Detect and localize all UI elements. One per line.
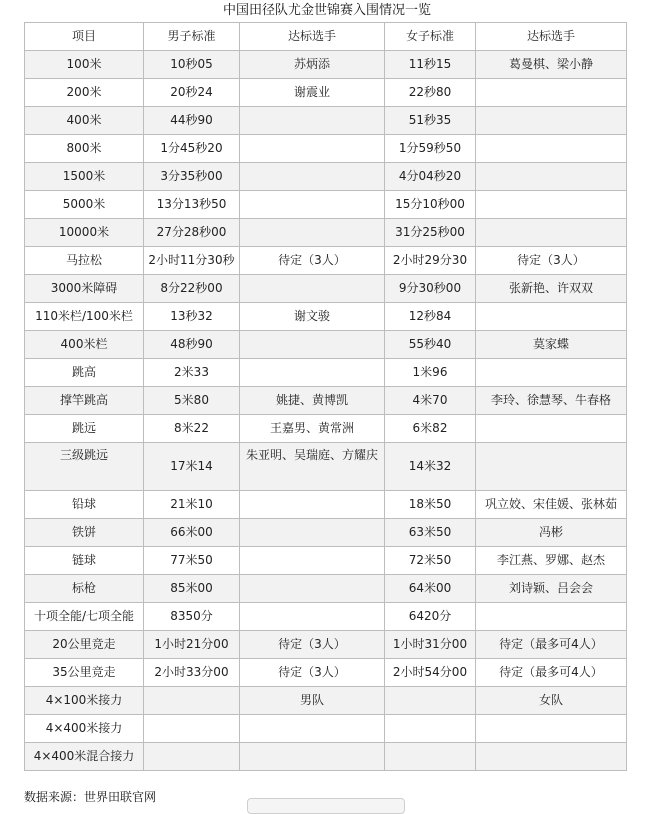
cell-men-qualified: 王嘉男、黄常洲 [240, 415, 385, 443]
cell-women-standard: 15分10秒00 [385, 191, 476, 219]
cell-women-standard [385, 743, 476, 771]
table-row [25, 443, 627, 491]
cell-men-standard: 77米50 [144, 547, 240, 575]
cell-women-standard: 11秒15 [385, 51, 476, 79]
cell-women-qualified: 李玲、徐慧琴、牛春格 [476, 387, 627, 415]
cell-event: 400米 [25, 107, 144, 135]
cell-men-qualified [240, 603, 385, 631]
table-row [25, 491, 627, 519]
cell-women-qualified [476, 163, 627, 191]
cell-women-qualified [476, 743, 627, 771]
table-row [25, 107, 627, 135]
cell-women-qualified: 葛曼棋、梁小静 [476, 51, 627, 79]
cell-women-qualified [476, 715, 627, 743]
cell-women-qualified: 刘诗颖、吕会会 [476, 575, 627, 603]
cell-event: 100米 [25, 51, 144, 79]
cell-men-standard: 48秒90 [144, 331, 240, 359]
cell-men-qualified [240, 547, 385, 575]
cell-men-standard: 1分45秒20 [144, 135, 240, 163]
cell-women-qualified: 待定（3人） [476, 247, 627, 275]
table-row [25, 743, 627, 771]
cell-women-qualified: 待定（最多可4人） [476, 659, 627, 687]
cell-event: 800米 [25, 135, 144, 163]
cell-men-standard: 21米10 [144, 491, 240, 519]
cell-men-standard [144, 715, 240, 743]
cell-men-standard: 20秒24 [144, 79, 240, 107]
table-header-row [25, 23, 627, 51]
cell-event: 4×400米混合接力 [25, 743, 144, 771]
cell-event: 4×400米接力 [25, 715, 144, 743]
cell-men-qualified: 待定（3人） [240, 631, 385, 659]
table-row [25, 303, 627, 331]
table-row [25, 687, 627, 715]
cell-women-qualified: 待定（最多可4人） [476, 631, 627, 659]
cell-event: 标枪 [25, 575, 144, 603]
cell-event: 3000米障碍 [25, 275, 144, 303]
cell-event: 1500米 [25, 163, 144, 191]
table-row [25, 163, 627, 191]
cell-women-qualified: 冯彬 [476, 519, 627, 547]
cell-women-qualified [476, 135, 627, 163]
cell-men-standard: 66米00 [144, 519, 240, 547]
cell-event: 链球 [25, 547, 144, 575]
header-men-standard: 男子标准 [144, 23, 240, 51]
cell-men-qualified [240, 575, 385, 603]
table-row [25, 135, 627, 163]
cell-women-qualified [476, 79, 627, 107]
cell-women-standard: 64米00 [385, 575, 476, 603]
cell-men-qualified: 男队 [240, 687, 385, 715]
cell-women-standard: 1小时31分00 [385, 631, 476, 659]
cell-event: 马拉松 [25, 247, 144, 275]
cell-men-qualified: 待定（3人） [240, 247, 385, 275]
cell-event: 十项全能/七项全能 [25, 603, 144, 631]
cell-men-standard: 44秒90 [144, 107, 240, 135]
table-row [25, 631, 627, 659]
cell-women-qualified: 女队 [476, 687, 627, 715]
qualification-table [24, 22, 627, 771]
cell-women-qualified: 张新艳、许双双 [476, 275, 627, 303]
cell-women-qualified [476, 191, 627, 219]
cell-men-standard: 10秒05 [144, 51, 240, 79]
table-row [25, 603, 627, 631]
cell-men-standard: 2小时11分30秒 [144, 247, 240, 275]
cell-event: 35公里竞走 [25, 659, 144, 687]
cell-women-standard: 12秒84 [385, 303, 476, 331]
cell-women-qualified [476, 415, 627, 443]
cell-women-qualified [476, 219, 627, 247]
cell-women-standard: 1分59秒50 [385, 135, 476, 163]
cell-women-standard: 1米96 [385, 359, 476, 387]
cell-men-qualified: 苏炳添 [240, 51, 385, 79]
page-title: 中国田径队尤金世锦赛入围情况一览 [222, 3, 431, 18]
cell-event: 110米栏/100米栏 [25, 303, 144, 331]
cell-women-standard: 2小时54分00 [385, 659, 476, 687]
cell-men-standard: 13秒32 [144, 303, 240, 331]
cell-men-qualified: 待定（3人） [240, 659, 385, 687]
cell-men-standard: 85米00 [144, 575, 240, 603]
cell-men-qualified: 姚捷、黄博凯 [240, 387, 385, 415]
cell-event: 4×100米接力 [25, 687, 144, 715]
cell-women-standard: 2小时29分30 [385, 247, 476, 275]
cell-event: 200米 [25, 79, 144, 107]
table-row [25, 219, 627, 247]
cell-event: 10000米 [25, 219, 144, 247]
header-men-qualified: 达标选手 [240, 23, 385, 51]
bottom-decoration [247, 798, 405, 814]
cell-women-qualified [476, 603, 627, 631]
cell-women-standard: 4米70 [385, 387, 476, 415]
cell-women-qualified: 李江燕、罗娜、赵杰 [476, 547, 627, 575]
cell-event: 400米栏 [25, 331, 144, 359]
cell-men-qualified [240, 107, 385, 135]
cell-men-standard: 5米80 [144, 387, 240, 415]
cell-women-standard: 31分25秒00 [385, 219, 476, 247]
cell-men-qualified [240, 163, 385, 191]
cell-women-standard [385, 687, 476, 715]
cell-men-qualified [240, 331, 385, 359]
cell-women-qualified [476, 359, 627, 387]
cell-men-qualified [240, 519, 385, 547]
cell-men-qualified: 朱亚明、吴瑞庭、方耀庆 [240, 443, 385, 491]
cell-women-standard: 72米50 [385, 547, 476, 575]
table-row [25, 715, 627, 743]
cell-event: 铁饼 [25, 519, 144, 547]
cell-event: 铅球 [25, 491, 144, 519]
cell-event: 撑竿跳高 [25, 387, 144, 415]
cell-men-standard: 17米14 [144, 443, 240, 491]
cell-event: 跳远 [25, 415, 144, 443]
cell-men-standard [144, 687, 240, 715]
cell-men-qualified [240, 135, 385, 163]
cell-women-qualified: 莫家蝶 [476, 331, 627, 359]
table-row [25, 387, 627, 415]
cell-men-qualified: 谢文骏 [240, 303, 385, 331]
cell-women-standard: 14米32 [385, 443, 476, 491]
cell-women-standard: 6420分 [385, 603, 476, 631]
cell-men-qualified [240, 715, 385, 743]
cell-men-standard: 27分28秒00 [144, 219, 240, 247]
cell-event: 20公里竞走 [25, 631, 144, 659]
header-women-qualified: 达标选手 [476, 23, 627, 51]
data-source-note: 数据来源：世界田联官网 [24, 790, 157, 804]
cell-men-standard: 1小时21分00 [144, 631, 240, 659]
header-event: 项目 [25, 23, 144, 51]
cell-women-standard: 55秒40 [385, 331, 476, 359]
table-row [25, 275, 627, 303]
table-row [25, 191, 627, 219]
table-row [25, 659, 627, 687]
cell-men-qualified [240, 359, 385, 387]
cell-women-standard: 63米50 [385, 519, 476, 547]
cell-men-standard: 2小时33分00 [144, 659, 240, 687]
cell-men-qualified [240, 491, 385, 519]
table-row [25, 247, 627, 275]
cell-women-qualified [476, 443, 627, 491]
table-row [25, 359, 627, 387]
table-row [25, 415, 627, 443]
cell-women-qualified [476, 107, 627, 135]
cell-men-qualified: 谢震业 [240, 79, 385, 107]
cell-women-qualified [476, 303, 627, 331]
cell-men-standard [144, 743, 240, 771]
cell-women-standard: 51秒35 [385, 107, 476, 135]
table-row [25, 575, 627, 603]
cell-women-qualified: 巩立姣、宋佳媛、张林茹 [476, 491, 627, 519]
table-row [25, 519, 627, 547]
cell-men-qualified [240, 191, 385, 219]
table-row [25, 51, 627, 79]
cell-event: 5000米 [25, 191, 144, 219]
cell-event: 跳高 [25, 359, 144, 387]
cell-men-standard: 8350分 [144, 603, 240, 631]
cell-women-standard: 9分30秒00 [385, 275, 476, 303]
cell-men-qualified [240, 219, 385, 247]
cell-event: 三级跳远 [25, 443, 144, 491]
header-women-standard: 女子标准 [385, 23, 476, 51]
table-row [25, 547, 627, 575]
cell-men-qualified [240, 275, 385, 303]
cell-women-standard: 6米82 [385, 415, 476, 443]
cell-men-qualified [240, 743, 385, 771]
table-row [25, 331, 627, 359]
cell-men-standard: 3分35秒00 [144, 163, 240, 191]
table-row [25, 79, 627, 107]
cell-men-standard: 13分13秒50 [144, 191, 240, 219]
cell-men-standard: 8分22秒00 [144, 275, 240, 303]
cell-women-standard: 18米50 [385, 491, 476, 519]
cell-women-standard: 22秒80 [385, 79, 476, 107]
cell-men-standard: 8米22 [144, 415, 240, 443]
cell-men-standard: 2米33 [144, 359, 240, 387]
cell-women-standard [385, 715, 476, 743]
cell-women-standard: 4分04秒20 [385, 163, 476, 191]
